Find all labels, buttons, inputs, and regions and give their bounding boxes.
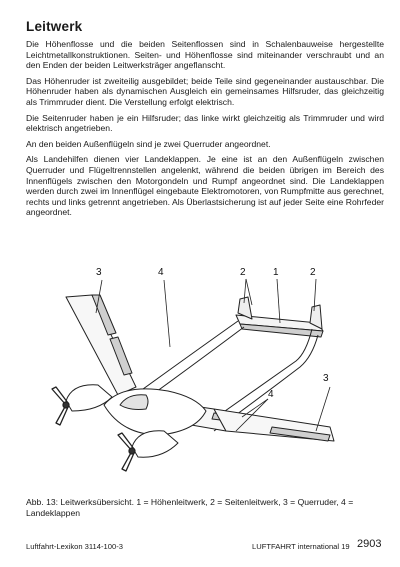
callout-line-3-right [316,387,330,431]
paragraph: Als Landehilfen dienen vier Landeklappen. Je eine ist an den Außenflügeln zwischen Querruder und Flügeltrennstellen angelenkt, während die beiden übrigen im Bereich des Innenflügels zwischen den Motorgondeln und Rumpf angeordnet sind. Die Landeklappen werden durch zwei im Innenflügel eingebaute Elektromotoren, von Rumpfmitte aus gerechnet, rechts und links getrennt angetrieben. Als Überlastsicherung ist auf jeder Seite eine Rohrfeder angeordnet. [26,154,384,218]
section-title: Leitwerk [26,19,83,34]
callout-label-2: 2 [310,267,316,278]
callout-label-1: 1 [273,267,279,278]
paragraph: Das Höhenruder ist zweiteilig ausgebildet; beide Teile sind gegeneinander austauschbar. Die Höhenruder haben als dynamischen Ausgleich ein gemeinsames Hilfsruder, das gleichzeitig als Trimmruder dient. Die Verstellung erfolgt elektrisch. [26,75,384,107]
callout-label-3: 3 [323,373,329,384]
callout-label-4: 4 [268,389,274,400]
paragraph: Die Seitenruder haben je ein Hilfsruder; das linke wirkt gleichzeitig als Trimmruder und wird elektrisch angetrieben. [26,112,384,134]
figure-caption: Abb. 13: Leitwerksübersicht. 1 = Höhenleitwerk, 2 = Seitenleitwerk, 3 = Querruder, 4 = Landeklappen [26,497,354,518]
aircraft-diagram [0,255,400,495]
left-tail-boom [132,321,238,397]
body-text [26,39,384,223]
footer-middle: LUFTFAHRT international 19 [252,542,350,551]
callout-label-4: 4 [158,267,164,278]
left-propeller [52,387,69,425]
callout-line-1 [277,279,280,323]
paragraph: An den beiden Außenflügeln sind je zwei Querruder angeordnet. [26,138,271,149]
callout-label-3: 3 [96,267,102,278]
fuselage [104,389,206,435]
paragraph: Die Höhenflosse und die beiden Seitenflossen sind in Schalenbauweise hergestellte Leichtmetallkonstruktionen. Seiten- und Höhenflosse sind miteinander verschraubt und an den Enden der beiden Leitwerksträger angeflanscht. [26,39,384,71]
callout-label-2: 2 [240,267,246,278]
right-tail-boom [208,329,312,423]
right-engine-nacelle [132,431,178,457]
footer-left: Luftfahrt-Lexikon 3114-100-3 [26,542,123,551]
callout-line-4-top [164,280,170,347]
page-number: 2903 [357,538,382,550]
right-propeller [118,433,135,471]
